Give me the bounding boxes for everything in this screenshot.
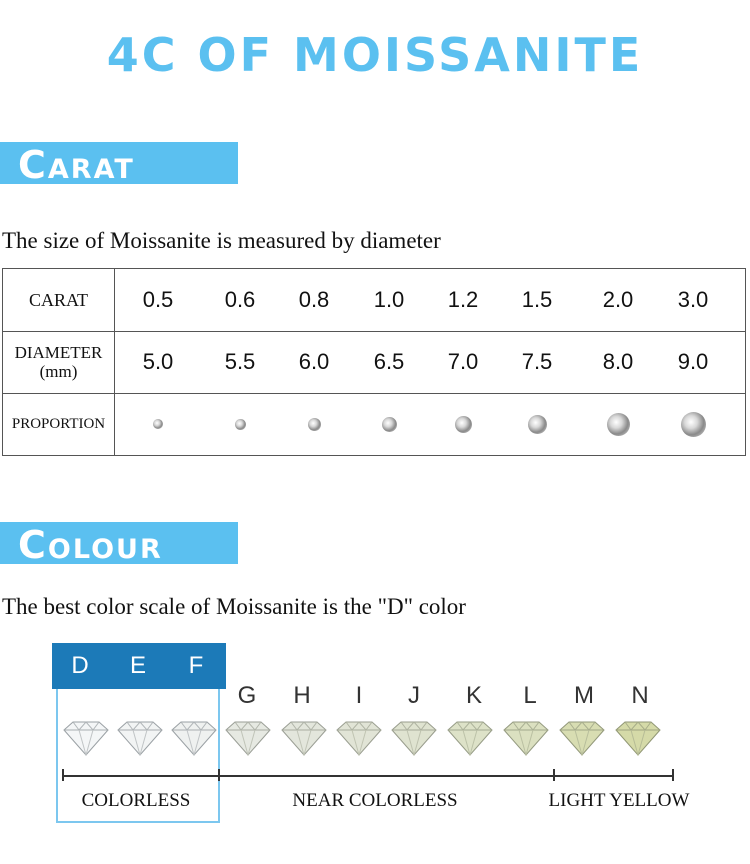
- colour-heading: Colour: [18, 523, 163, 567]
- diamond-icon: [223, 720, 273, 756]
- grade-label: M: [574, 682, 594, 709]
- light-yellow-label: LIGHT YELLOW: [548, 790, 690, 811]
- scale-tick: [553, 769, 555, 781]
- near-colorless-label: NEAR COLORLESS: [292, 790, 458, 811]
- diameter-unit: (mm): [39, 362, 78, 381]
- grade-label: I: [355, 682, 363, 709]
- diamond-icon: [613, 720, 663, 756]
- diameter-label: DIAMETER: [14, 343, 103, 362]
- stone-sample-icon: [284, 393, 344, 455]
- diameter-value: 8.0: [602, 349, 634, 374]
- stone-sample-icon: [210, 393, 270, 455]
- grade-label: L: [523, 682, 537, 709]
- diameter-value: 5.0: [142, 349, 174, 374]
- carat-table: [2, 268, 746, 456]
- colour-section-header: [0, 522, 238, 567]
- carat-section-header: [0, 142, 238, 187]
- diamond-icon: [334, 720, 384, 756]
- diamond-icon: [445, 720, 495, 756]
- colorless-label: COLORLESS: [81, 790, 191, 811]
- diamond-icon: [169, 720, 219, 756]
- diameter-value: 7.0: [447, 349, 479, 374]
- grade-label: F: [188, 652, 204, 679]
- diamond-icon: [389, 720, 439, 756]
- stone-sample-icon: [663, 393, 723, 455]
- diameter-value: 6.0: [298, 349, 330, 374]
- scale-tick: [218, 769, 220, 781]
- carat-heading: Carat: [18, 143, 135, 187]
- proportion-row-label: PROPORTION: [3, 393, 115, 455]
- stone-sample-icon: [588, 393, 648, 455]
- diameter-value: 7.5: [521, 349, 553, 374]
- diamond-icon: [115, 720, 165, 756]
- grade-label: G: [237, 682, 257, 709]
- stone-sample-icon: [433, 393, 493, 455]
- scale-tick: [672, 769, 674, 781]
- stone-sample-icon: [128, 393, 188, 455]
- carat-value: 0.6: [224, 287, 256, 312]
- stone-sample-icon: [359, 393, 419, 455]
- page-title: 4C OF MOISSANITE: [106, 28, 644, 82]
- grade-label: J: [408, 682, 420, 709]
- carat-value: 3.0: [677, 287, 709, 312]
- grade-label: H: [293, 682, 311, 709]
- grade-label: D: [71, 652, 89, 679]
- carat-value: 0.5: [142, 287, 174, 312]
- diameter-row: [3, 331, 745, 394]
- carat-value: 1.5: [521, 287, 553, 312]
- proportion-row: [3, 393, 745, 455]
- diamond-icon: [557, 720, 607, 756]
- grade-label: N: [631, 682, 649, 709]
- scale-line: [62, 775, 674, 777]
- carat-value: 2.0: [602, 287, 634, 312]
- colour-caption: The best color scale of Moissanite is the "D" color: [2, 594, 466, 619]
- diameter-row-label: [3, 331, 115, 393]
- carat-value: 0.8: [298, 287, 330, 312]
- grade-label: K: [465, 682, 482, 709]
- grade-label: E: [129, 652, 146, 679]
- diamond-icon: [279, 720, 329, 756]
- carat-caption: The size of Moissanite is measured by diameter: [2, 228, 441, 253]
- carat-value: 1.0: [373, 287, 405, 312]
- diameter-value: 9.0: [677, 349, 709, 374]
- stone-sample-icon: [507, 393, 567, 455]
- diameter-value: 6.5: [373, 349, 405, 374]
- carat-row: [3, 269, 745, 332]
- scale-tick: [62, 769, 64, 781]
- diamond-icon: [501, 720, 551, 756]
- diamond-icon: [61, 720, 111, 756]
- carat-row-label: CARAT: [3, 269, 115, 331]
- diameter-value: 5.5: [224, 349, 256, 374]
- carat-value: 1.2: [447, 287, 479, 312]
